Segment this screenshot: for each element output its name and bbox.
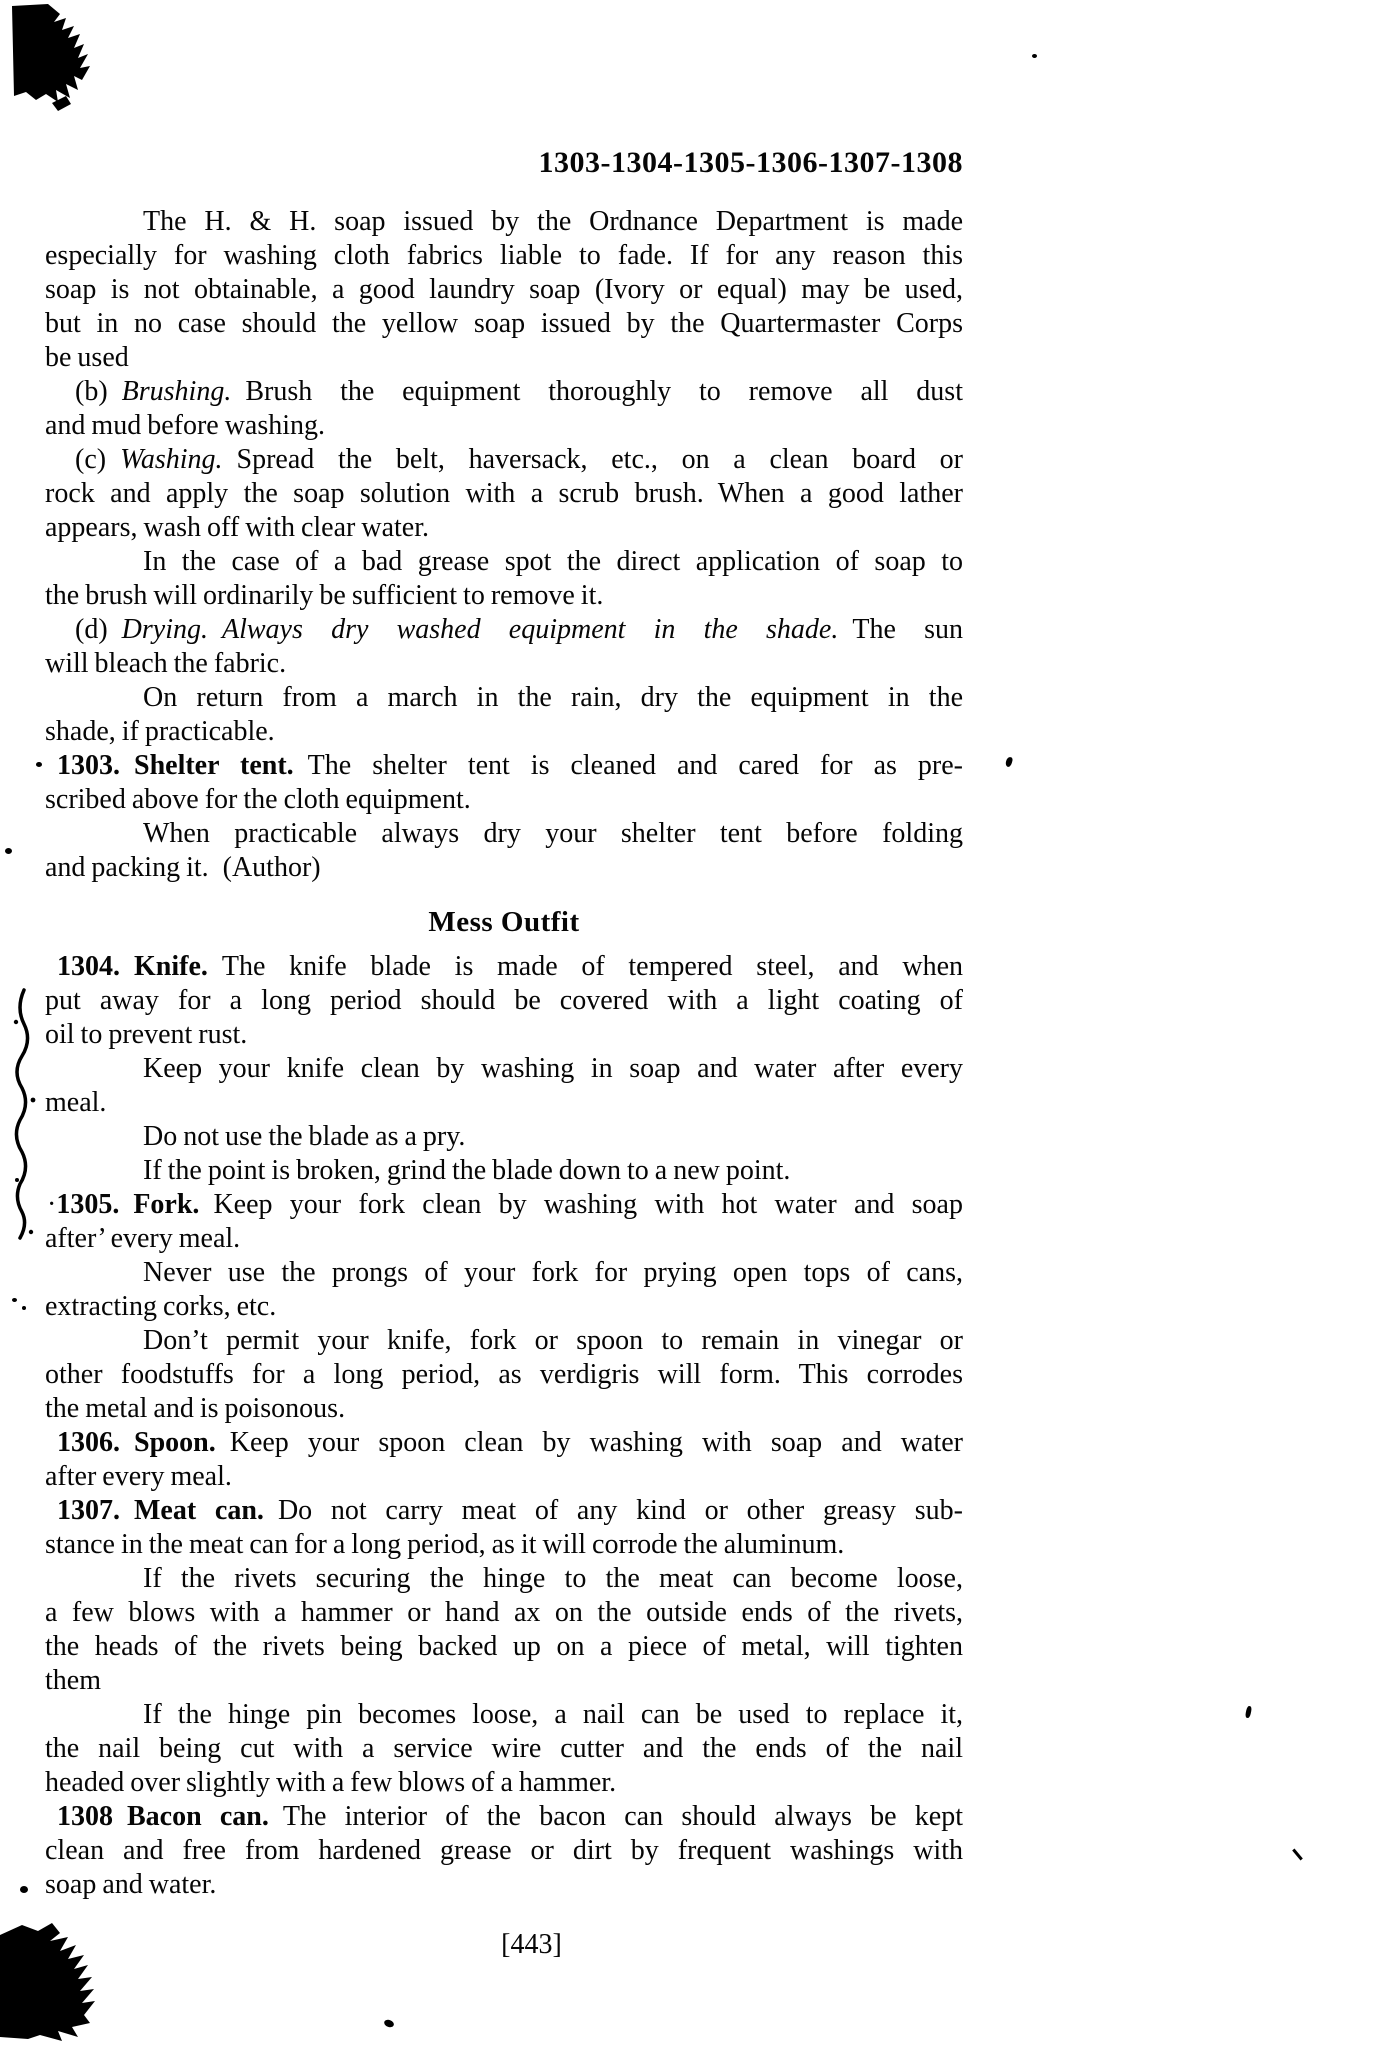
paragraph	[45, 1256, 963, 1324]
text-line: headed over slightly with a few blows of a hammer.	[45, 1767, 617, 1798]
scan-artifact	[1245, 1706, 1252, 1719]
text-line: 1307. Meat can. Do not carry meat of any kind or other greasy sub-	[57, 1495, 963, 1526]
paragraph	[45, 817, 963, 885]
text-line: will bleach the fabric.	[45, 648, 287, 679]
paragraph	[45, 1052, 963, 1120]
scan-artifact	[20, 1886, 28, 1893]
text-line: the metal and is poisonous.	[45, 1393, 346, 1424]
text-line: If the hinge pin becomes loose, a nail can be used to replace it,	[143, 1699, 963, 1730]
scan-artifact	[5, 848, 12, 854]
text-line: the brush will ordinarily be sufficient to remove it.	[45, 580, 604, 611]
text-line: soap is not obtainable, a good laundry soap (Ivory or equal) may be used,	[45, 274, 963, 305]
scan-artifact	[383, 2019, 395, 2029]
text-line: The H. & H. soap issued by the Ordnance Department is made	[143, 206, 963, 237]
text-line: and packing it. (Author)	[45, 852, 321, 883]
section-heading: Mess Outfit	[428, 906, 580, 938]
scan-artifact	[22, 1306, 26, 1310]
scan-artifact	[1292, 1849, 1303, 1861]
text-line: If the rivets securing the hinge to the meat can become loose,	[143, 1563, 963, 1594]
paragraph	[45, 375, 963, 443]
text-line: (b) Brushing. Brush the equipment thoroughly to remove all dust	[75, 376, 963, 407]
text-line: On return from a march in the rain, dry the equipment in the	[143, 682, 963, 713]
paragraph	[45, 749, 963, 817]
page-header-paragraph-numbers: 1303-1304-1305-1306-1307-1308	[538, 146, 963, 179]
text-line: Never use the prongs of your fork for prying open tops of cans,	[143, 1257, 963, 1288]
paragraph	[45, 1698, 963, 1800]
scan-artifact	[1032, 54, 1037, 58]
text-line: the heads of the rivets being backed up on a piece of metal, will tighten	[45, 1631, 963, 1662]
text-line: appears, wash off with clear water.	[45, 512, 429, 543]
text-line: clean and free from hardened grease or dirt by frequent washings with	[45, 1835, 963, 1866]
text-line: meal.	[45, 1087, 107, 1118]
text-line: them	[45, 1665, 101, 1696]
paragraph	[45, 613, 963, 681]
text-line: after’ every meal.	[45, 1223, 241, 1254]
text-line: put away for a long period should be covered with a light coating of	[45, 985, 963, 1016]
paragraph	[45, 1154, 963, 1188]
text-line: If the point is broken, grind the blade down to a new point.	[143, 1155, 791, 1186]
text-line: 1306. Spoon. Keep your spoon clean by washing with soap and water	[57, 1427, 963, 1458]
text-line: other foodstuffs for a long period, as verdigris will form. This corrodes	[45, 1359, 963, 1390]
text-line: be used	[45, 342, 129, 373]
text-line: 1308 Bacon can. The interior of the bacon can should always be kept	[57, 1801, 963, 1832]
text-line: When practicable always dry your shelter tent before folding	[143, 818, 963, 849]
paragraph	[45, 1120, 963, 1154]
paragraph	[45, 205, 963, 375]
body-text-upper	[45, 205, 963, 885]
text-line: rock and apply the soap solution with a scrub brush. When a good lather	[45, 478, 963, 509]
paragraph	[45, 1494, 963, 1562]
text-line: scribed above for the cloth equipment.	[45, 784, 471, 815]
paragraph	[45, 950, 963, 1052]
scan-artifact	[36, 762, 42, 767]
scan-artifact	[1005, 756, 1013, 767]
text-line: (d) Drying. Always dry washed equipment in the shade. The sun	[75, 614, 963, 645]
paragraph	[45, 545, 963, 613]
text-line: but in no case should the yellow soap issued by the Quartermaster Corps	[45, 308, 963, 339]
paragraph	[45, 681, 963, 749]
text-line: oil to prevent rust.	[45, 1019, 248, 1050]
page-number: [443]	[501, 1929, 562, 1960]
scan-artifact	[12, 1298, 17, 1302]
paragraph	[45, 1426, 963, 1494]
text-line: (c) Washing. Spread the belt, haversack, etc., on a clean board or	[75, 444, 963, 475]
body-text-lower	[45, 950, 963, 1902]
text-line: especially for washing cloth fabrics liable to fade. If for any reason this	[45, 240, 963, 271]
text-line: the nail being cut with a service wire cutter and the ends of the nail	[45, 1733, 963, 1764]
text-line: Keep your knife clean by washing in soap and water after every	[143, 1053, 963, 1084]
text-column	[45, 0, 963, 1962]
paragraph	[45, 1800, 963, 1902]
text-line: ·1305. Fork. Keep your fork clean by washing with hot water and soap	[47, 1189, 963, 1220]
paragraph	[45, 1324, 963, 1426]
text-line: Don’t permit your knife, fork or spoon to remain in vinegar or	[143, 1325, 963, 1356]
margin-squiggle	[6, 980, 46, 1270]
paragraph	[45, 443, 963, 545]
text-line: 1303. Shelter tent. The shelter tent is cleaned and cared for as pre-	[57, 750, 963, 781]
text-line: after every meal.	[45, 1461, 232, 1492]
paragraph	[45, 1188, 963, 1256]
text-line: stance in the meat can for a long period, as it will corrode the aluminum.	[45, 1529, 845, 1560]
text-line: extracting corks, etc.	[45, 1291, 277, 1322]
paragraph	[45, 1562, 963, 1698]
text-line: Do not use the blade as a pry.	[143, 1121, 466, 1152]
text-line: In the case of a bad grease spot the direct application of soap to	[143, 546, 963, 577]
text-line: a few blows with a hammer or hand ax on the outside ends of the rivets,	[45, 1597, 963, 1628]
text-line: 1304. Knife. The knife blade is made of tempered steel, and when	[57, 951, 963, 982]
text-line: soap and water.	[45, 1869, 217, 1900]
text-line: and mud before washing.	[45, 410, 326, 441]
text-line: shade, if practicable.	[45, 716, 275, 747]
